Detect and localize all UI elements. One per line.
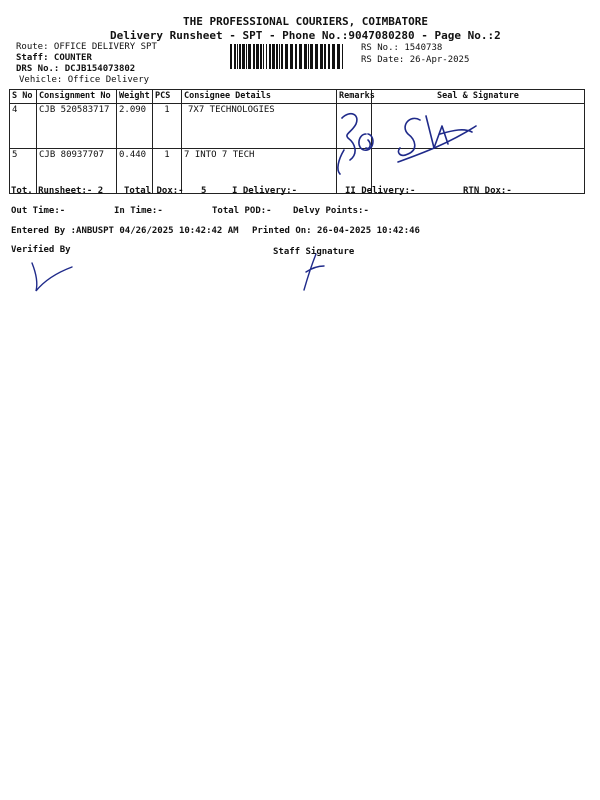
header-consignee: Consignee Details	[182, 90, 337, 104]
drs-text: DRS No.: DCJB154073802	[16, 64, 136, 74]
delvy-points: Delvy Points:-	[293, 206, 369, 216]
runsheet-subtitle: Delivery Runsheet - SPT - Phone No.:9047080280 - Page No.:2	[110, 29, 501, 42]
header-remarks: Remarks	[337, 90, 372, 104]
row-consignment: CJB 520583717	[37, 104, 117, 149]
total-pod: Total POD:-	[212, 206, 272, 216]
staff-signature-label: Staff Signature	[273, 247, 355, 257]
row-weight: 2.090	[117, 104, 153, 149]
vehicle-text: Vehicle: Office Delivery	[19, 75, 150, 85]
runsheet-table	[9, 89, 585, 194]
row-consignee: 7X7 TECHNOLOGIES	[182, 104, 337, 149]
row-consignment: CJB 80937707	[37, 149, 117, 194]
header-sno: S No	[10, 90, 37, 104]
entered-by: Entered By :ANBUSPT 04/26/2025 10:42:42 AM	[11, 226, 239, 236]
row-sno: 5	[10, 149, 37, 194]
header-weight: Weight	[117, 90, 153, 104]
route-text: Route: OFFICE DELIVERY SPT	[16, 42, 157, 52]
header-seal: Seal & Signature	[372, 90, 585, 104]
barcode-image	[229, 44, 346, 69]
out-time: Out Time:-	[11, 206, 66, 216]
i-delivery: I Delivery:-	[232, 186, 298, 196]
rs-number: RS No.: 1540738	[361, 43, 443, 53]
staff-signature-mark	[294, 250, 334, 295]
table-row	[10, 104, 585, 149]
table-header-row	[10, 90, 585, 104]
in-time: In Time:-	[114, 206, 163, 216]
staff-text: Staff: COUNTER	[16, 53, 92, 63]
row-consignee: 7 INTO 7 TECH	[182, 149, 337, 194]
company-title: THE PROFESSIONAL COURIERS, COIMBATORE	[183, 15, 429, 28]
header-consignment: Consignment No	[37, 90, 117, 104]
verifier-signature	[26, 255, 76, 295]
tot-runsheet: Tot. Runsheet:- 2	[11, 186, 104, 196]
header-pcs: PCS	[153, 90, 182, 104]
printed-on: Printed On: 26-04-2025 10:42:46	[252, 226, 420, 236]
row-weight: 0.440	[117, 149, 153, 194]
row-sno: 4	[10, 104, 37, 149]
row-pcs: 1	[153, 149, 182, 194]
total-dox-label: Total Dox:-	[124, 186, 184, 196]
rs-date: RS Date: 26-Apr-2025	[361, 55, 470, 65]
verified-by-label: Verified By	[11, 245, 71, 255]
consignee-signature	[330, 104, 490, 184]
total-dox-value: 5	[201, 186, 207, 196]
rtn-dox: RTN Dox:-	[463, 186, 512, 196]
row-pcs: 1	[153, 104, 182, 149]
ii-delivery: II Delivery:-	[345, 186, 416, 196]
